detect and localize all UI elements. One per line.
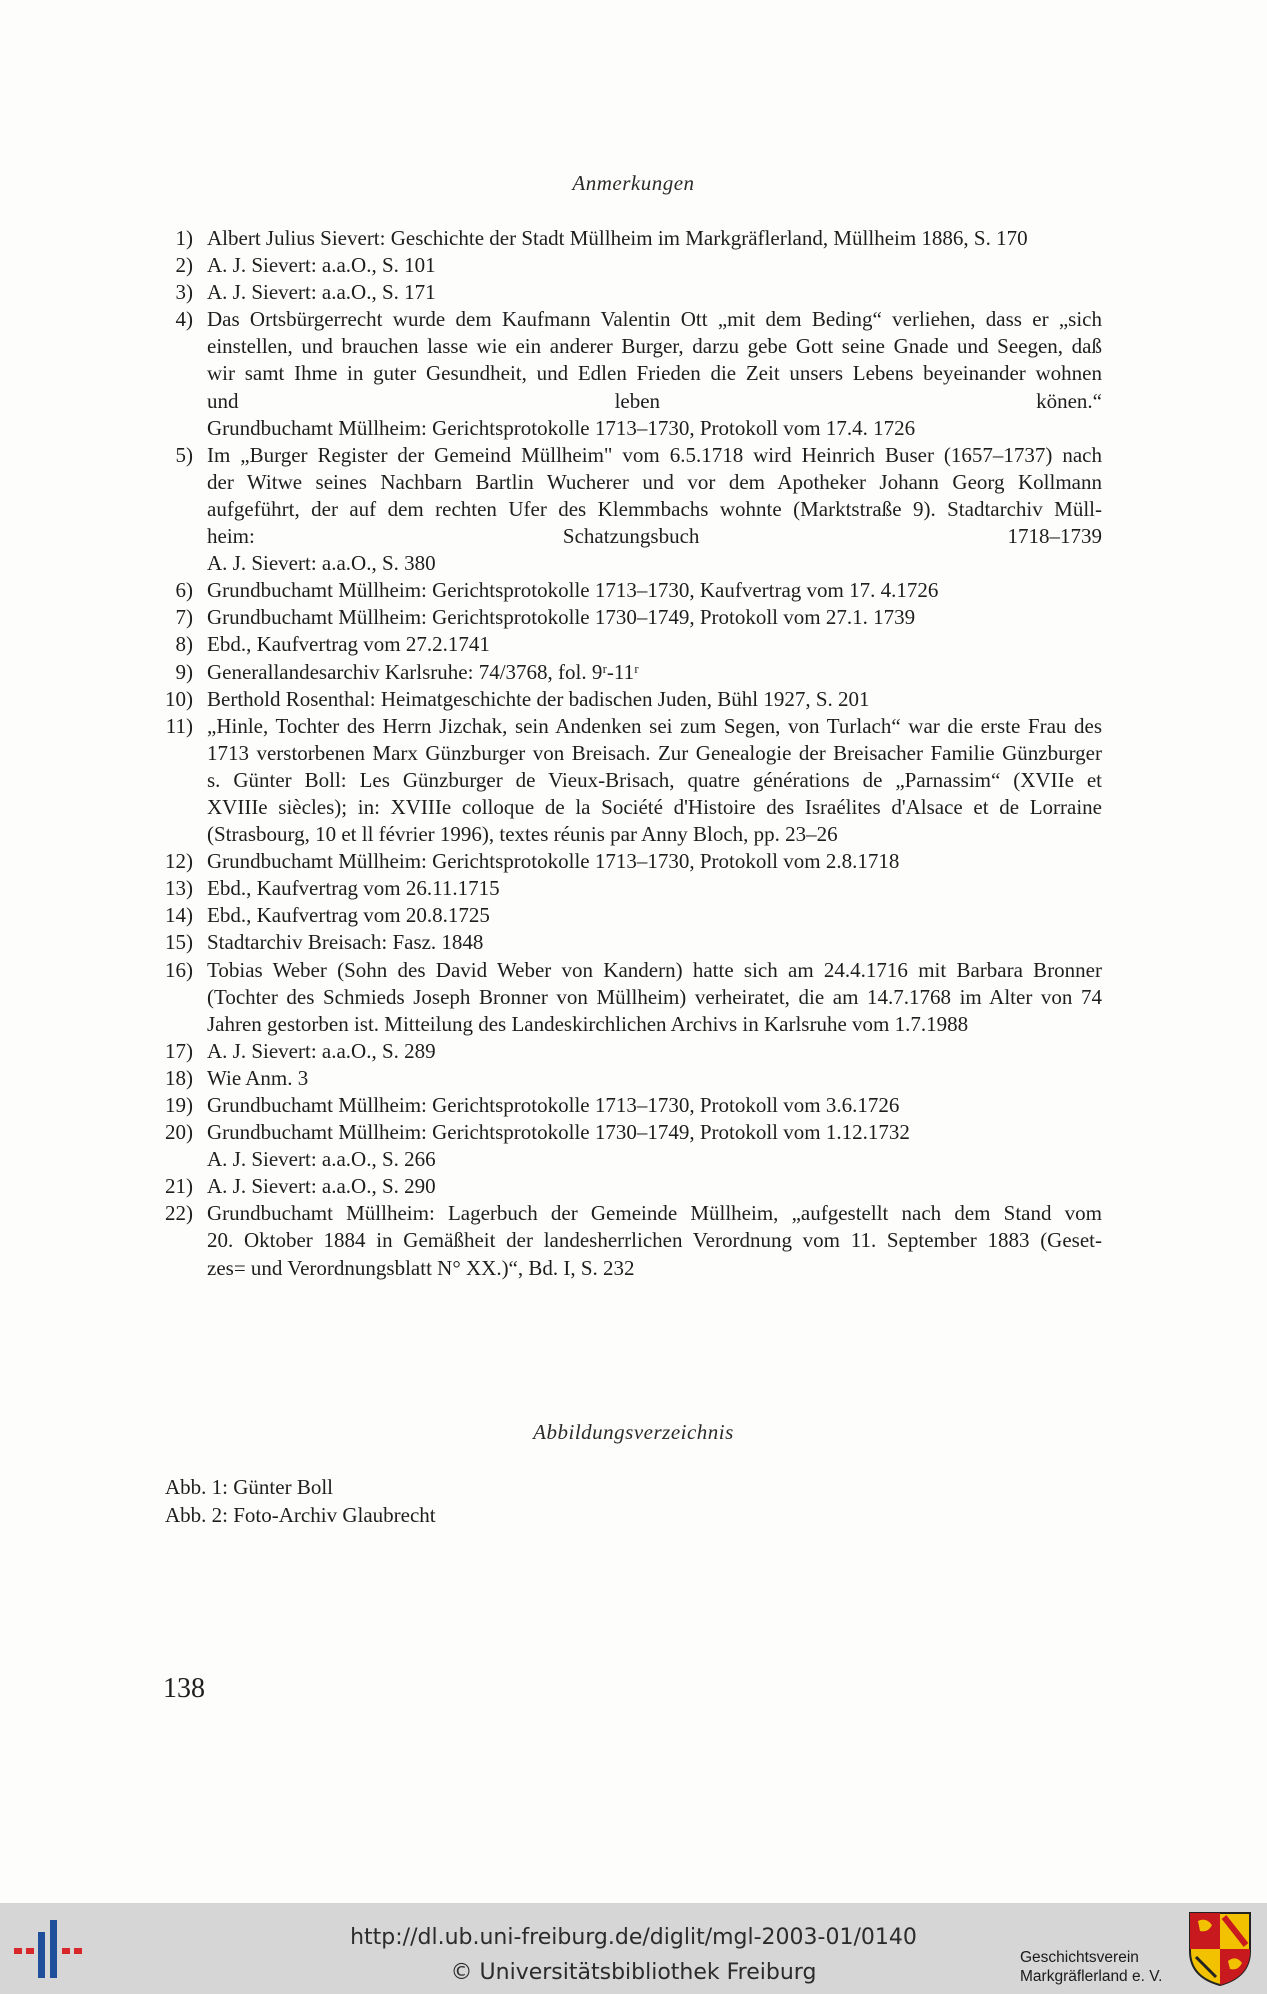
association-name-line: Markgräflerland e. V. <box>1020 1968 1163 1985</box>
endnote-item <box>163 1119 1102 1173</box>
endnote-text-line: 1713 verstorbenen Marx Günzburger von Breisach. Zur Genealogie der Breisacher Familie Günzburger <box>207 740 1102 765</box>
endnote-item <box>163 848 1102 875</box>
endnote-text-line: A. J. Sievert: a.a.O., S. 171 <box>207 280 436 305</box>
endnote-text-line: Tobias Weber (Sohn des David Weber von Kandern) hatte sich am 24.4.1716 mit Barbara Bronner <box>207 957 1102 982</box>
figure-credit: Abb. 1: Günter Boll <box>165 1475 333 1499</box>
endnote-item <box>163 1173 1102 1200</box>
endnote-number: 8) <box>175 632 193 657</box>
endnote-number: 17) <box>165 1038 193 1063</box>
endnote-text-line: Albert Julius Sievert: Geschichte der Stadt Müllheim im Markgräflerland, Müllheim 1886, S. 170 <box>207 226 1028 250</box>
endnote-text-line: (Tochter des Schmieds Joseph Bronner von Müllheim) verheiratet, die am 14.7.1768 im Alter von 74 <box>207 984 1102 1009</box>
endnote-text-line: s. Günter Boll: Les Günzburger de Vieux-Brisach, quatre générations de „Parnassim“ (XVIIe et <box>207 767 1102 792</box>
endnote-number: 6) <box>175 578 193 603</box>
endnote-number: 4) <box>175 307 193 332</box>
endnote-number: 9) <box>175 659 193 684</box>
endnote-text-line: Berthold Rosenthal: Heimatgeschichte der badischen Juden, Bühl 1927, S. 201 <box>207 686 870 711</box>
endnote-text-line: Im „Burger Register der Gemeind Müllheim" vom 6.5.1718 wird Heinrich Buser (1657–1737) nach <box>207 442 1102 467</box>
endnote-number: 5) <box>175 442 193 467</box>
endnote-item <box>163 1092 1102 1119</box>
endnote-text-line: A. J. Sievert: a.a.O., S. 380 <box>207 551 436 576</box>
endnote-number: 14) <box>165 903 193 928</box>
endnote-text-line: „Hinle, Tochter des Herrn Jizchak, sein Andenken sei zum Segen, von Turlach“ war die erste Frau des <box>207 713 1102 738</box>
endnote-text-line: und leben könen.“ <box>207 388 1102 413</box>
coat-of-arms-icon[interactable] <box>1188 1911 1252 1987</box>
endnotes-list <box>163 225 1102 1282</box>
endnote-item <box>163 604 1102 631</box>
endnote-number: 15) <box>165 930 193 955</box>
endnote-number: 18) <box>165 1065 193 1090</box>
endnote-item <box>163 902 1102 929</box>
figures-heading: Abbildungsverzeichnis <box>533 1420 734 1444</box>
endnote-item <box>163 686 1102 713</box>
endnote-text-line: A. J. Sievert: a.a.O., S. 290 <box>207 1174 436 1199</box>
endnote-number: 21) <box>165 1174 193 1199</box>
endnote-text-line: Ebd., Kaufvertrag vom 20.8.1725 <box>207 903 490 928</box>
endnote-text-line: Ebd., Kaufvertrag vom 26.11.1715 <box>207 876 500 901</box>
endnote-item <box>163 252 1102 279</box>
endnote-number: 13) <box>165 876 193 901</box>
endnote-text-line: Grundbuchamt Müllheim: Gerichtsprotokolle 1713–1730, Protokoll vom 2.8.1718 <box>207 849 900 874</box>
endnote-number: 11) <box>165 713 193 738</box>
endnote-number: 12) <box>165 849 193 874</box>
endnote-text-line: zes= und Verordnungsblatt N° XX.)“, Bd. I, S. 232 <box>207 1255 635 1280</box>
endnote-text-line: Grundbuchamt Müllheim: Gerichtsprotokolle 1713–1730, Kaufvertrag vom 17. 4.1726 <box>207 578 939 603</box>
endnote-item <box>163 442 1102 577</box>
endnote-number: 2) <box>175 253 193 278</box>
endnote-number: 7) <box>175 605 193 630</box>
endnote-text-line: (Strasbourg, 10 et ll février 1996), textes réunis par Anny Bloch, pp. 23–26 <box>207 822 838 847</box>
endnote-text-line: Wie Anm. 3 <box>207 1065 309 1090</box>
endnote-item <box>163 306 1102 441</box>
endnote-text-line: 20. Oktober 1884 in Gemäßheit der landesherrlichen Verordnung vom 11. September 1883 (Geset- <box>207 1228 1102 1253</box>
endnote-item <box>163 279 1102 306</box>
endnote-text-line: Ebd., Kaufvertrag vom 27.2.1741 <box>207 632 490 657</box>
endnote-number: 22) <box>165 1201 193 1226</box>
copyright-text: © Universitätsbibliothek Freiburg <box>450 1960 817 1985</box>
endnote-text-line: aufgeführt, der auf dem rechten Ufer des Klemmbachs wohnte (Marktstraße 9). Stadtarchiv Müll- <box>207 496 1102 521</box>
endnote-item <box>163 659 1102 686</box>
endnote-number: 10) <box>165 686 193 711</box>
document-url-link[interactable]: http://dl.ub.uni-freiburg.de/diglit/mgl-2003-01/0140 <box>350 1925 917 1950</box>
figures-list <box>165 1473 436 1529</box>
endnote-item <box>163 957 1102 1038</box>
endnote-text-line: Grundbuchamt Müllheim: Gerichtsprotokolle 1730–1749, Protokoll vom 27.1. 1739 <box>207 605 916 630</box>
endnote-text-line: Grundbuchamt Müllheim: Gerichtsprotokolle 1713–1730, Protokoll vom 3.6.1726 <box>207 1093 900 1117</box>
endnote-text-line: Grundbuchamt Müllheim: Gerichtsprotokolle 1713–1730, Protokoll vom 17.4. 1726 <box>207 415 916 440</box>
figure-credit: Abb. 2: Foto-Archiv Glaubrecht <box>165 1503 436 1527</box>
endnote-text-line: Jahren gestorben ist. Mitteilung des Landeskirchlichen Archivs in Karlsruhe vom 1.7.1988 <box>207 1011 969 1036</box>
endnote-item <box>163 577 1102 604</box>
endnote-item <box>163 1038 1102 1065</box>
notes-heading: Anmerkungen <box>572 171 695 195</box>
page-number: 138 <box>163 1673 205 1704</box>
endnote-item <box>163 1200 1102 1281</box>
endnote-item <box>163 713 1102 848</box>
endnote-text-line: Grundbuchamt Müllheim: Lagerbuch der Gemeinde Müllheim, „aufgestellt nach dem Stand vom <box>207 1201 1102 1226</box>
endnote-text-line: der Witwe seines Nachbarn Bartlin Wucherer und vor dem Apotheker Johann Georg Kollmann <box>207 469 1102 494</box>
endnote-text-line: einstellen, und brauchen lasse wie ein anderer Burger, darzu gebe Gott seine Gnade und Seegen, daß <box>207 334 1102 359</box>
endnote-item <box>163 225 1102 252</box>
endnote-item <box>163 929 1102 956</box>
endnote-number: 20) <box>165 1120 193 1145</box>
endnote-number: 19) <box>165 1093 193 1117</box>
endnote-text-line: Generallandesarchiv Karlsruhe: 74/3768, fol. 9ʳ-11ʳ <box>207 659 639 684</box>
endnote-text-line: wir samt Ihme in guter Gesundheit, und Edlen Frieden die Zeit unsers Lebens beyeinander wohnen <box>207 361 1102 386</box>
endnote-text-line: heim: Schatzungsbuch 1718–1739 <box>207 524 1102 549</box>
endnote-text-line: A. J. Sievert: a.a.O., S. 266 <box>207 1147 436 1172</box>
endnote-text-line: Grundbuchamt Müllheim: Gerichtsprotokolle 1730–1749, Protokoll vom 1.12.1732 <box>207 1120 910 1145</box>
endnote-text-line: Stadtarchiv Breisach: Fasz. 1848 <box>207 930 484 955</box>
endnote-item <box>163 1065 1102 1092</box>
endnote-text-line: A. J. Sievert: a.a.O., S. 289 <box>207 1038 436 1063</box>
association-name <box>1020 1948 1162 1986</box>
association-name-line: Geschichtsverein <box>1020 1949 1139 1966</box>
endnote-item <box>163 875 1102 902</box>
endnote-number: 16) <box>165 957 193 982</box>
endnote-text-line: A. J. Sievert: a.a.O., S. 101 <box>207 253 436 278</box>
endnote-item <box>163 631 1102 658</box>
endnote-number: 3) <box>175 280 193 305</box>
viewer-footer <box>0 1903 1267 1994</box>
endnote-text-line: XVIIIe siècles); in: XVIIIe colloque de la Société d'Histoire des Israélites d'Alsace et de Lorraine <box>207 794 1102 819</box>
endnote-number: 1) <box>175 226 193 250</box>
endnote-text-line: Das Ortsbürgerrecht wurde dem Kaufmann Valentin Ott „mit dem Beding“ verliehen, dass er „sich <box>207 307 1102 332</box>
